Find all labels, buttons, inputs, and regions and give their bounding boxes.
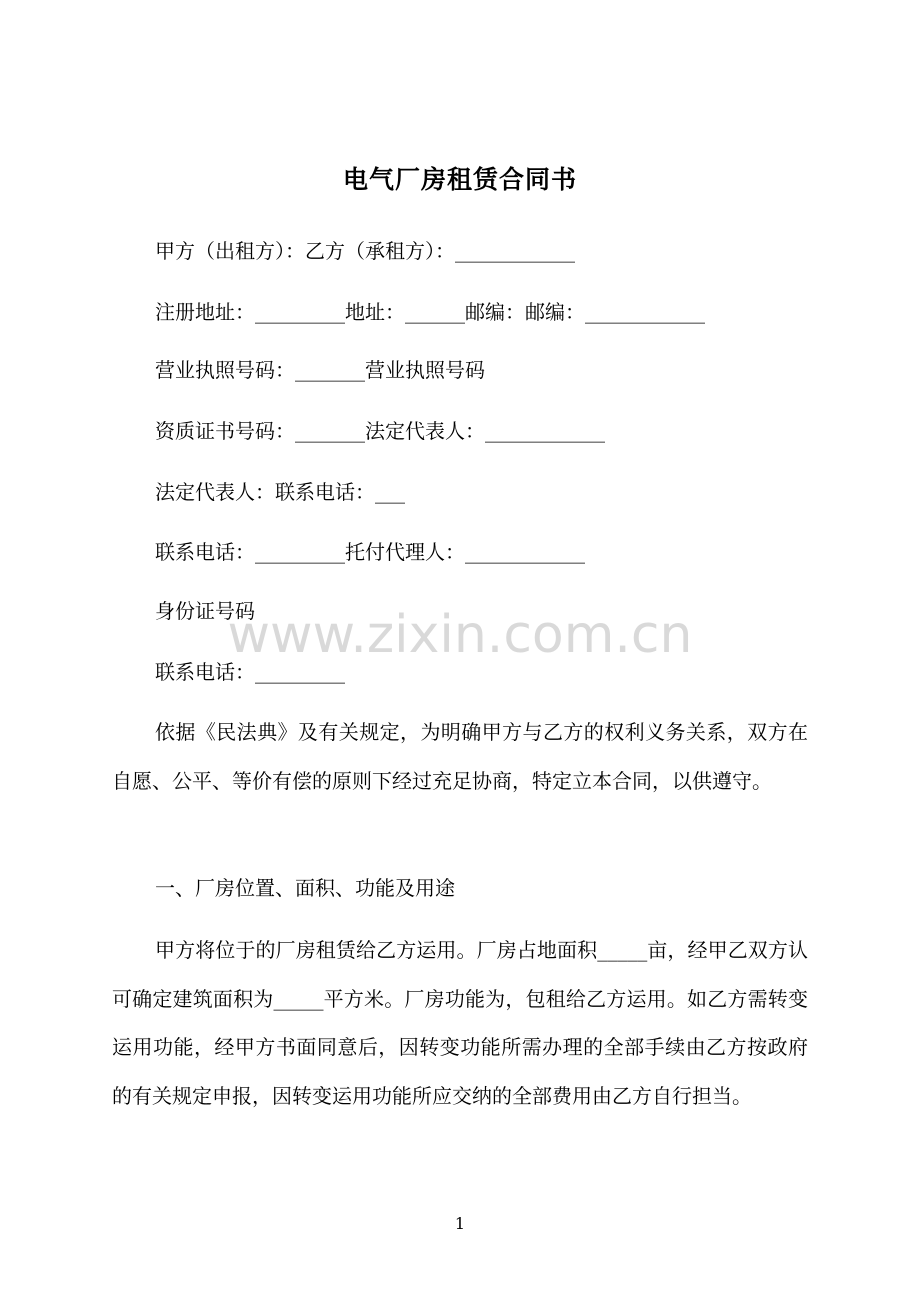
- watermark: www.zixin.com.cn: [227, 605, 693, 665]
- section-heading: 一、厂房位置、面积、功能及用途: [155, 876, 455, 900]
- intro-paragraph: 依据《民法典》及有关规定，为明确甲方与乙方的权利义务关系，双方在自愿、公平、等价有偿的原则下经过充足协商，特定立本合同，以供遵守。: [112, 720, 808, 793]
- party-line: 甲方（出租方）：乙方（承租方）：____________: [155, 239, 575, 263]
- address-line: 注册地址：_________地址：______邮编：邮编：____________: [155, 300, 705, 324]
- document-title: 电气厂房租赁合同书: [342, 165, 577, 194]
- phone-agent-line: 联系电话：_________托付代理人：____________: [155, 540, 585, 564]
- certificate-line: 资质证书号码：_______法定代表人：____________: [155, 419, 605, 443]
- license-line: 营业执照号码：_______营业执照号码: [155, 358, 485, 382]
- legal-rep-line: 法定代表人：联系电话：___: [155, 480, 405, 504]
- page-number: 1: [454, 1214, 466, 1233]
- phone-line: 联系电话：_________: [155, 660, 345, 684]
- id-number-line: 身份证号码: [155, 599, 255, 623]
- section-body: 甲方将位于的厂房租赁给乙方运用。厂房占地面积_____亩，经甲乙双方认可确定建筑面积为_____平方米。厂房功能为，包租给乙方运用。如乙方需转变运用功能，经甲方书面同意后，因转变功能所需办理的全部手续由乙方按政府的有关规定申报，因转变运用功能所应交纳的全部费用由乙方自行担当。: [112, 938, 808, 1108]
